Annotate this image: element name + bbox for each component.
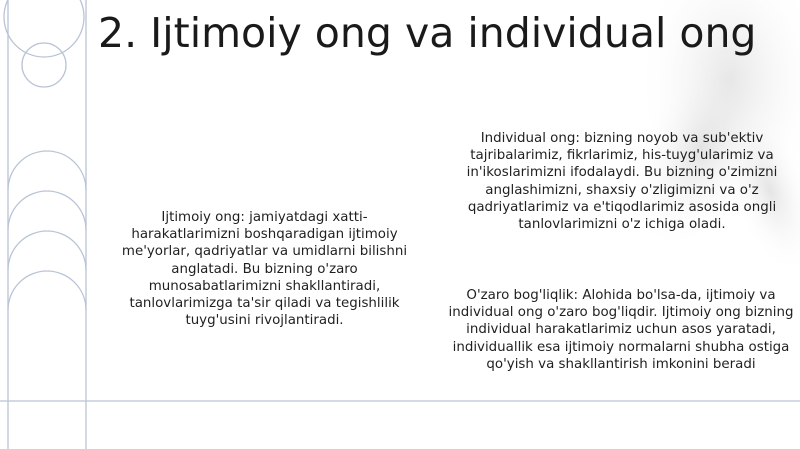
paragraph-interconnection: O'zaro bog'liqlik: Alohida bo'lsa-da, ijtimoiy va individual ong o'zaro bog'liqdir. Ijtimoiy ong bizning individual harakatlarimiz uchun asos yaratadi, individuallik esa ijtimoiy normalarni shubha ostiga qo'yish va shakllantirish imkonini beradi xyxy=(448,288,794,372)
paragraph-individual-consciousness: Individual ong: bizning noyob va sub'ektiv tajribalarimiz, fikrlarimiz, his-tuyg'ularimiz va in'ikoslarimizni ifodalaydi. Bu bizning o'zimizni anglashimizni, shaxsiy o'zligimizni va o'z qadriyatlarimiz va e'tiqodlarimiz asosida ongli tanlovlarimizni o'z ichiga oladi. xyxy=(466,131,778,233)
decor-circle-top-large xyxy=(4,0,84,57)
slide-title: 2. Ijtimoiy ong va individual ong xyxy=(98,9,757,57)
decor-circle-top-small xyxy=(22,43,66,87)
decor-arcs-stack xyxy=(8,151,86,310)
paragraph-social-consciousness: Ijtimoiy ong: jamiyatdagi xatti-harakatlarimizni boshqaradigan ijtimoiy me'yorlar, qadriyatlar va umidlarni bilishni anglatadi. Bu bizning o'zaro munosabatlarimizni shakllantiradi, tanlovlarimizga ta'sir qiladi va tegishlilik tuyg'usini rivojlantiradi. xyxy=(121,210,408,329)
